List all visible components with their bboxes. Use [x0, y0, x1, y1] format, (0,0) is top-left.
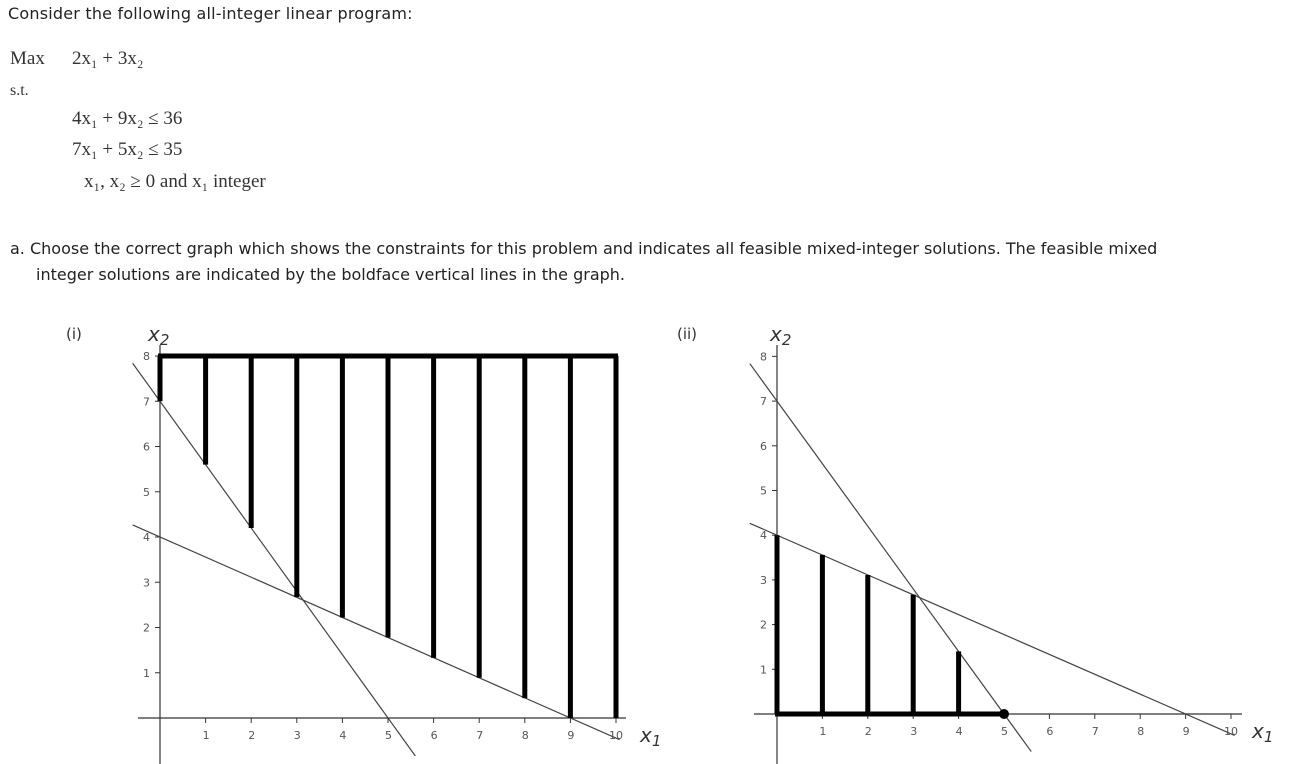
y-axis-label-subscript: 2 [159, 331, 170, 349]
y-tick-label: 4 [760, 529, 767, 543]
y-tick-label: 5 [143, 485, 150, 499]
y-tick-label: 7 [143, 395, 150, 409]
x-tick-label: 1 [819, 725, 827, 738]
x-tick-label: 6 [430, 729, 438, 742]
constraint-line [133, 525, 620, 740]
constraint-line [133, 363, 416, 756]
constraint-1: 4x₁ + 9x₂ ≤ 36 [72, 108, 183, 129]
question-line-2: integer solutions are indicated by the boldface vertical lines in the graph. [36, 265, 625, 284]
x-tick-label: 1 [202, 729, 210, 742]
y-tick-label: 8 [760, 350, 767, 364]
y-tick-label: 6 [143, 440, 150, 454]
y-tick-label: 3 [760, 573, 767, 587]
question-line-1: a. Choose the correct graph which shows the constraints for this problem and indicates all feasible mixed-integer solutions. The feasible mixed [10, 239, 1158, 258]
constraint-2: 7x₁ + 5x₂ ≤ 35 [72, 139, 183, 160]
objective-function: 2x₁ + 3x₂ [72, 48, 144, 69]
x-tick-label: 3 [910, 725, 918, 738]
chart-option-i[interactable] [133, 322, 662, 764]
x-axis-label-subscript: 1 [651, 732, 662, 750]
y-tick-label: 5 [760, 484, 767, 498]
y-tick-label: 4 [143, 531, 150, 544]
x-tick-label: 5 [1001, 725, 1008, 738]
x-tick-label: 10 [609, 729, 623, 742]
x-tick-label: 2 [864, 725, 872, 738]
y-tick-label: 7 [760, 395, 767, 409]
y-axis-label: $x_2$ [770, 322, 792, 349]
endpoint-dot [999, 709, 1009, 719]
x-tick-label: 9 [567, 729, 575, 742]
x-tick-label: 4 [955, 725, 963, 738]
x-tick-label: 9 [1182, 725, 1190, 738]
x-tick-label: 4 [339, 729, 347, 742]
y-axis-label: $x_2$ [148, 322, 170, 349]
chart-option-ii[interactable] [750, 322, 1274, 764]
x-tick-label: 8 [521, 729, 529, 742]
objective-label: Max [10, 48, 45, 69]
y-tick-label: 2 [143, 621, 150, 635]
x-tick-label: 10 [1224, 725, 1238, 738]
x-tick-label: 6 [1046, 725, 1054, 738]
y-axis-label-subscript: 2 [781, 331, 792, 349]
subject-to-label: s.t. [10, 82, 29, 99]
x-tick-label: 8 [1137, 725, 1145, 738]
option-i-label[interactable]: (i) [66, 325, 82, 343]
y-tick-label: 8 [143, 350, 150, 363]
intro-text: Consider the following all-integer linear program: [8, 4, 413, 23]
x-tick-label: 7 [476, 729, 484, 742]
y-tick-label: 3 [143, 576, 150, 590]
x-tick-label: 2 [248, 729, 256, 742]
x-tick-label: 7 [1091, 725, 1099, 738]
y-tick-label: 2 [760, 618, 767, 632]
y-tick-label: 6 [760, 439, 767, 453]
x-axis-label: $x_1$ [1252, 719, 1274, 746]
constraint-line [750, 364, 1031, 752]
constraint-3: x₁, x₂ ≥ 0 and x₁ integer [84, 171, 266, 192]
x-tick-label: 5 [385, 729, 392, 742]
option-ii-label[interactable]: (ii) [677, 325, 698, 343]
x-tick-label: 3 [293, 729, 301, 742]
y-tick-label: 1 [143, 666, 150, 680]
x-axis-label-subscript: 1 [1263, 728, 1274, 746]
x-axis-label: $x_1$ [640, 723, 662, 750]
y-tick-label: 1 [760, 663, 767, 677]
